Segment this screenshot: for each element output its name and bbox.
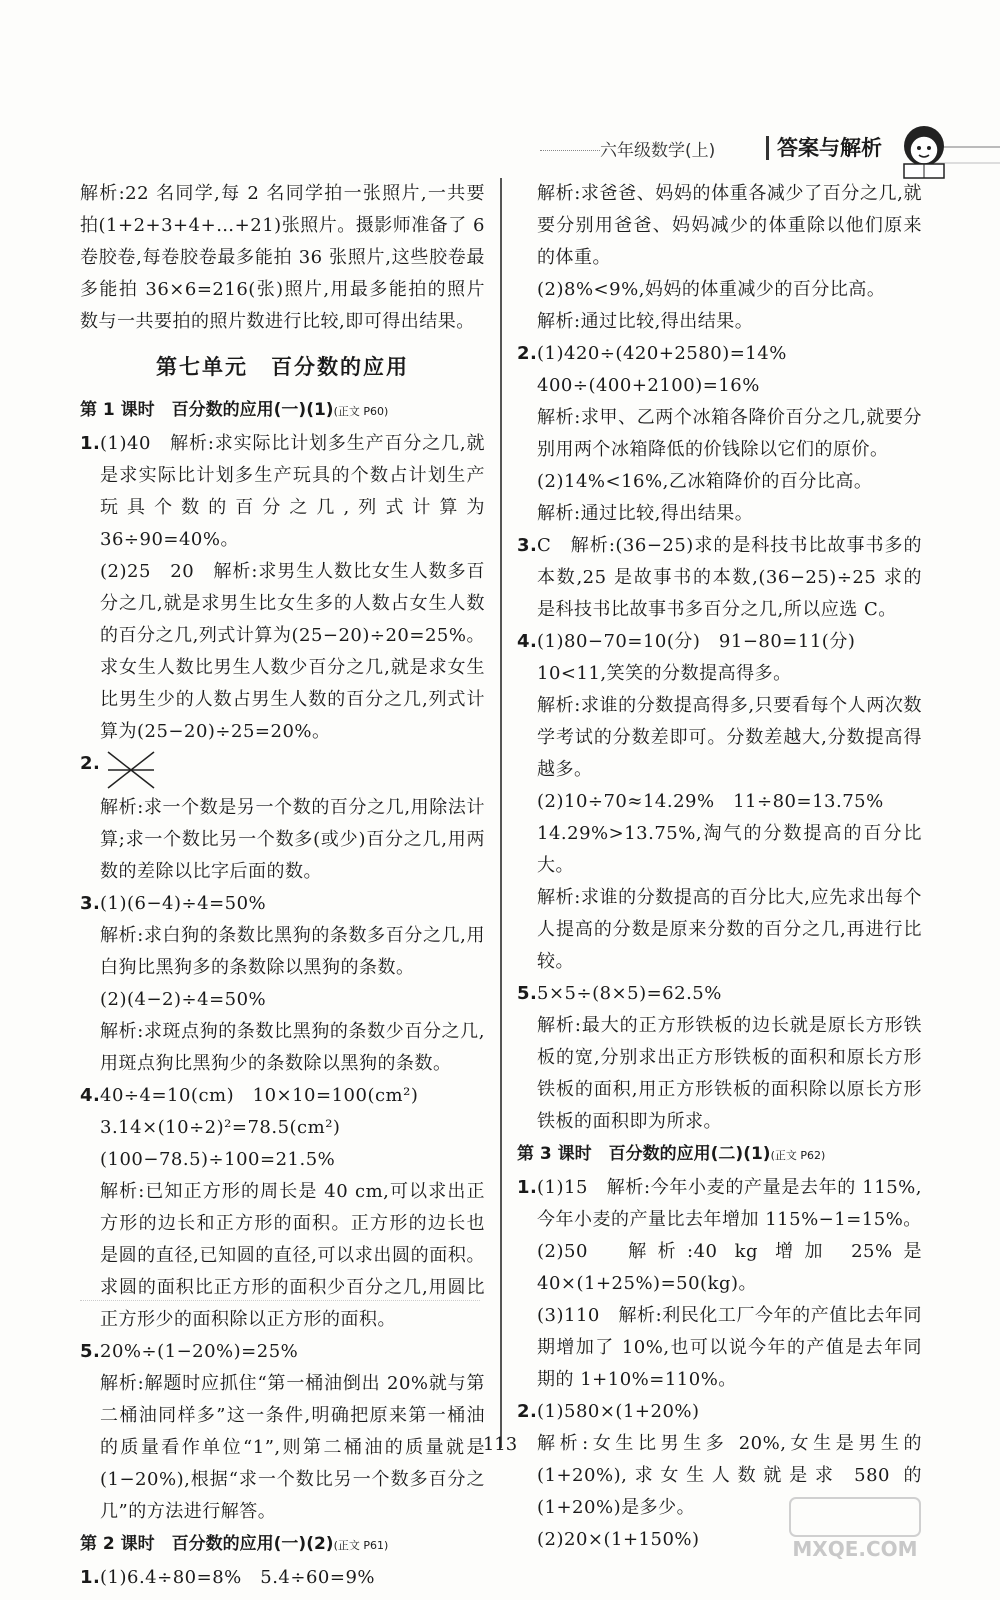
watermark-text: MXQE.COM [792, 1537, 918, 1561]
r-q4-analysis: 解析:求谁的分数提高得多,只要看每个人两次数学考试的分数差即可。分数差越大,分数提高得越多。 [537, 695, 922, 780]
lesson-3-heading [517, 1138, 922, 1172]
r-q5: 5.5×5÷(8×5)=62.5% [517, 978, 922, 1010]
q-number: 1. [517, 1177, 538, 1198]
header-subject: 六年级数学(上) [600, 141, 716, 161]
q-number: 4. [80, 1085, 101, 1106]
r-intro-analysis-2: 解析:通过比较,得出结果。 [537, 311, 754, 332]
r-q5-analysis: 解析:最大的正方形铁板的边长就是原长方形铁板的宽,分别求出正方形铁板的面积和原长方形铁板的面积,用正方形铁板的面积除以原长方形铁板的面积即为所求。 [537, 1015, 922, 1132]
mascot-icon [890, 118, 960, 182]
l1-q4-line-3: (100−78.5)÷100=21.5% [100, 1149, 336, 1170]
l1-q4-line-2: 3.14×(10÷2)²=78.5(cm²) [100, 1117, 341, 1138]
q-number: 2. [517, 1401, 538, 1422]
q-number: 4. [517, 631, 538, 652]
r-q4-line-1: 4.(1)80−70=10(分) 91−80=11(分) [517, 626, 922, 658]
page-number: 113 [482, 1434, 518, 1455]
r-q2-analysis: 解析:求甲、乙两个冰箱各降价百分之几,就要分别用两个冰箱降低的价钱除以它们的原价。 [537, 407, 922, 460]
l1-q3-b-analysis: 解析:求斑点狗的条数比黑狗的条数少百分之几,用斑点狗比黑狗少的条数除以黑狗的条数。 [100, 1021, 485, 1074]
right-column [517, 178, 922, 1556]
r-q4-b-analysis: 解析:求谁的分数提高的百分比大,应先求出每个人提高的分数是原来分数的百分之几,再进行比较。 [537, 887, 922, 972]
lesson-2-heading [80, 1528, 485, 1562]
left-column [80, 178, 485, 1594]
l1-q5-analysis: 解析:解题时应抓住“第一桶油倒出 20%就与第二桶油同样多”这一条件,明确把原来第一桶油的质量看作单位“1”,则第二桶油的质量就是(1−20%),根据“求一个数比另一个数多百分之几”的方法进行解答。 [100, 1373, 485, 1522]
r-q2-line-2: 400÷(400+2100)=16% [537, 375, 760, 396]
l3-q2-part-a: 2.(1)580×(1+20%) [517, 1396, 922, 1428]
r-q4-part-b-1: (2)10÷70≈14.29% 11÷80=13.75% [537, 791, 884, 812]
r-q2-part-b: (2)14%<16%,乙冰箱降价的百分比高。 [537, 471, 873, 492]
unit-title: 第七单元 百分数的应用 [156, 355, 409, 379]
lesson-3-ref: (正文 P62) [770, 1149, 826, 1162]
lesson-3-title: 第 3 课时 百分数的应用(二)(1) [517, 1144, 771, 1164]
l1-q4-analysis: 解析:已知正方形的周长是 40 cm,可以求出正方形的边长和正方形的面积。正方形的边长也是圆的直径,已知圆的直径,可以求出圆的面积。求圆的面积比正方形的面积少百分之几,用圆比正方形少的面积除以正方形的面积。 [100, 1181, 485, 1330]
matching-lines-icon [106, 748, 156, 792]
header-section-title: 答案与解析 [777, 136, 882, 160]
l1-q2-analysis: 解析:求一个数是另一个数的百分之几,用除法计算;求一个数比另一个数多(或少)百分之几,用两数的差除以比字后面的数。 [100, 797, 485, 882]
l1-q3-a-analysis: 解析:求白狗的条数比黑狗的条数多百分之几,用白狗比黑狗多的条数除以黑狗的条数。 [100, 925, 485, 978]
watermark-icon [770, 1494, 940, 1564]
lesson-2-title: 第 2 课时 百分数的应用(一)(2) [80, 1534, 334, 1554]
l1-q3-part-b: (2)(4−2)÷4=50% [100, 989, 267, 1010]
r-intro-analysis: 解析:求爸爸、妈妈的体重各减少了百分之几,就要分别用爸爸、妈妈减少的体重除以他们原来的体重。 [537, 183, 922, 268]
l1-q5: 5.20%÷(1−20%)=25% [80, 1336, 485, 1368]
lesson-2-ref: (正文 P61) [333, 1539, 389, 1552]
dotted-rule [80, 1300, 480, 1302]
header-dotted-line [540, 150, 600, 153]
l1-q1-part-b: (2)25 20 解析:求男生人数比女生人数多百分之几,就是求男生比女生多的人数占女生人数的百分之几,列式计算为(25−20)÷20=25%。求女生人数比男生人数少百分之几,就是求女生比男生少的人数占男生人数的百分之几,列式计算为(25−20)÷25=20%。 [100, 561, 485, 742]
watermark-logo [770, 1494, 940, 1564]
l3-q1-part-b: (2)50 解析:40 kg 增加 25%是 40×(1+25%)=50(kg)。 [537, 1241, 922, 1294]
r-q2-line-1: 2.(1)420÷(420+2580)=14% [517, 338, 922, 370]
lesson-1-heading [80, 394, 485, 428]
r-q4-line-2: 10<11,笑笑的分数提高得多。 [537, 663, 792, 684]
l3-q2-analysis: 解析:女生比男生多 20%,女生是男生的(1+20%),求女生人数就是求 580 的(1+20%)是多少。 [537, 1433, 922, 1518]
lesson-1-ref: (正文 P60) [333, 405, 389, 418]
l3-q1-part-c: (3)110 解析:利民化工厂今年的产值比去年同期增加了 10%,也可以说今年的产值是去年同期的 1+10%=110%。 [537, 1305, 922, 1390]
r-intro-part-2: (2)8%<9%,妈妈的体重减少的百分比高。 [537, 279, 886, 300]
q-number: 5. [80, 1341, 101, 1362]
q-number: 1. [80, 433, 101, 454]
intro-analysis: 解析:22 名同学,每 2 名同学拍一张照片,一共要拍(1+2+3+4+…+21)张照片。摄影师准备了 6 卷胶卷,每卷胶卷最多能拍 36 张照片,这些胶卷最多能拍 36×6=216(张)照片,用最多能拍的照片数与一共要拍的照片数进行比较,即可得出结果。 [80, 183, 485, 332]
lesson-1-title: 第 1 课时 百分数的应用(一)(1) [80, 400, 334, 420]
q-number: 2. [80, 753, 101, 774]
l3-q2-part-b: (2)20×(1+150%) [537, 1529, 700, 1550]
header-divider [766, 136, 769, 160]
l1-q4-line-1: 4.40÷4=10(cm) 10×10=100(cm²) [80, 1080, 485, 1112]
q-number: 5. [517, 983, 538, 1004]
q-number: 3. [80, 893, 101, 914]
r-q4-part-b-2: 14.29%>13.75%,淘气的分数提高的百分比大。 [537, 823, 922, 876]
r-q2-b-analysis: 解析:通过比较,得出结果。 [537, 503, 754, 524]
l1-q1-part-a: 1.(1)40 解析:求实际比计划多生产百分之几,就是求实际比计划多生产玩具的个数占计划生产玩具个数的百分之几,列式计算为 36÷90=40%。 [80, 428, 485, 556]
column-divider [500, 178, 502, 1448]
q-number: 1. [80, 1567, 101, 1588]
q-number: 3. [517, 535, 538, 556]
l1-q3-part-a: 3.(1)(6−4)÷4=50% [80, 888, 485, 920]
r-q3: 3.C 解析:(36−25)求的是科技书比故事书多的本数,25 是故事书的本数,(36−25)÷25 求的是科技书比故事书多百分之几,所以应选 C。 [517, 530, 922, 626]
q-number: 2. [517, 343, 538, 364]
l2-q1: 1.(1)6.4÷80=8% 5.4÷60=9% [80, 1562, 485, 1594]
l3-q1-part-a: 1.(1)15 解析:今年小麦的产量是去年的 115%,今年小麦的产量比去年增加 115%−1=15%。 [517, 1172, 922, 1236]
l1-q2 [80, 748, 485, 792]
